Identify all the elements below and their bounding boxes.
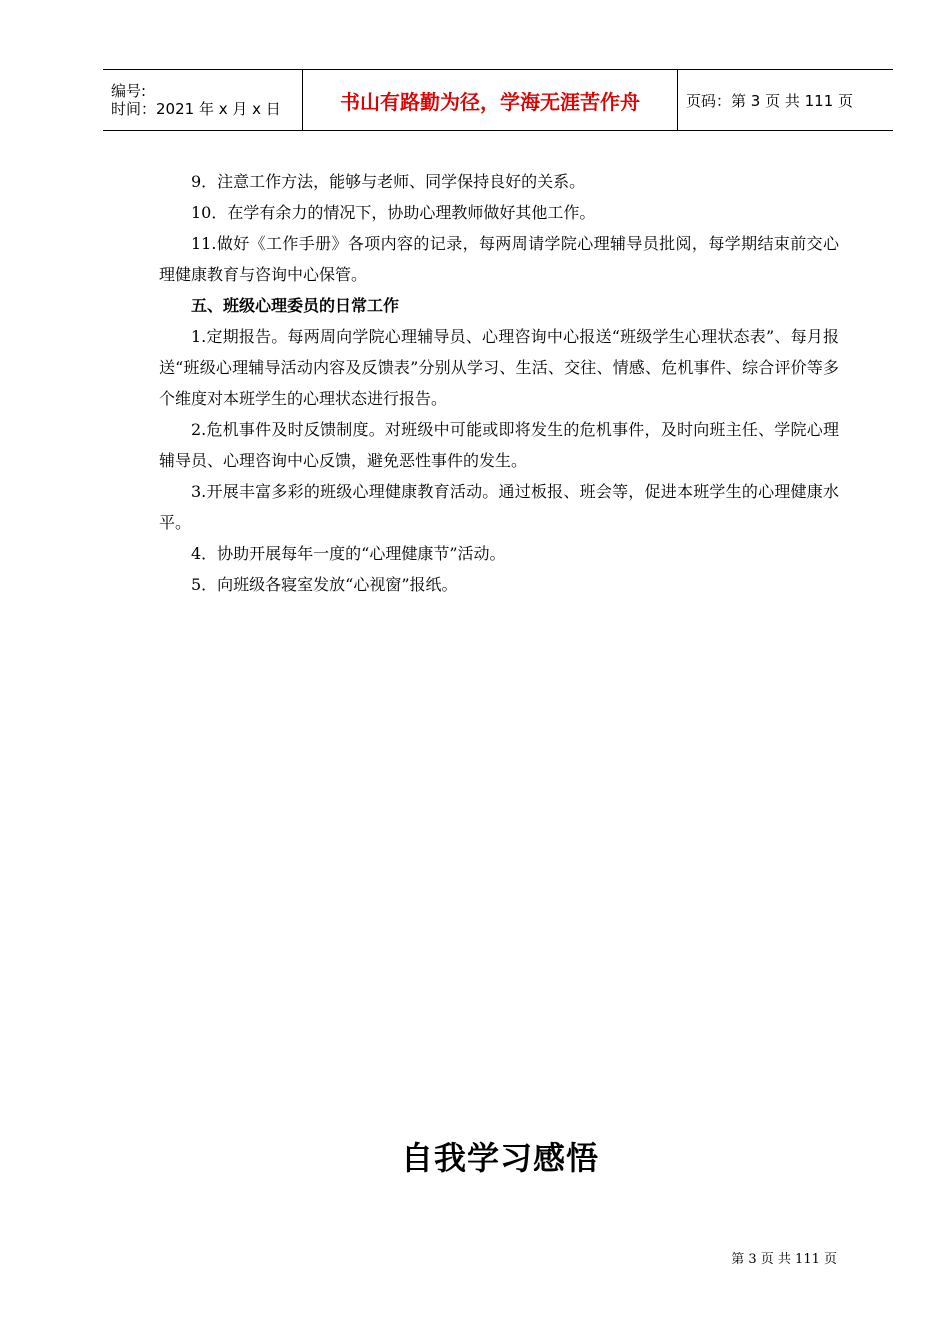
section-item: 1.定期报告。每两周向学院心理辅导员、心理咨询中心报送“班级学生心理状态表”、每月报送“班级心理辅导活动内容及反馈表”分别从学习、生活、交往、情感、危机事件、综合评价等多个维度对本班学生的心理状态进行报告。 (159, 327, 839, 408)
paragraph: 10．在学有余力的情况下，协助心理教师做好其他工作。 (191, 203, 596, 222)
header-page-info: 页码：第 3 页 共 111 页 (686, 91, 854, 110)
header-page-cell (678, 70, 893, 130)
section-item: 4．协助开展每年一度的“心理健康节”活动。 (191, 544, 506, 563)
paragraph: 11.做好《工作手册》各项内容的记录，每两周请学院心理辅导员批阅，每学期结束前交心理健康教育与咨询中心保管。 (159, 234, 839, 284)
reflection-title: 自我学习感悟 (400, 1139, 599, 1177)
page-footer: 第 3 页 共 111 页 (731, 1252, 837, 1267)
paragraph: 9．注意工作方法，能够与老师、同学保持良好的关系。 (191, 172, 586, 191)
document-date: 时间：2021 年 x 月 x 日 (111, 100, 281, 118)
section-item: 3.开展丰富多彩的班级心理健康教育活动。通过板报、班会等，促进本班学生的心理健康水平。 (159, 482, 839, 532)
document-number-label: 编号: (111, 82, 147, 100)
section-heading: 五、班级心理委员的日常工作 (191, 296, 400, 315)
header-meta-cell (103, 70, 303, 130)
page-header (103, 69, 893, 131)
document-body (159, 166, 839, 600)
section-item: 2.危机事件及时反馈制度。对班级中可能或即将发生的危机事件，及时向班主任、学院心理辅导员、心理咨询中心反馈，避免恶性事件的发生。 (159, 420, 839, 470)
header-motto-cell (303, 70, 678, 130)
header-motto: 书山有路勤为径，学海无涯苦作舟 (340, 89, 640, 114)
section-item: 5．向班级各寝室发放“心视窗”报纸。 (191, 575, 458, 594)
